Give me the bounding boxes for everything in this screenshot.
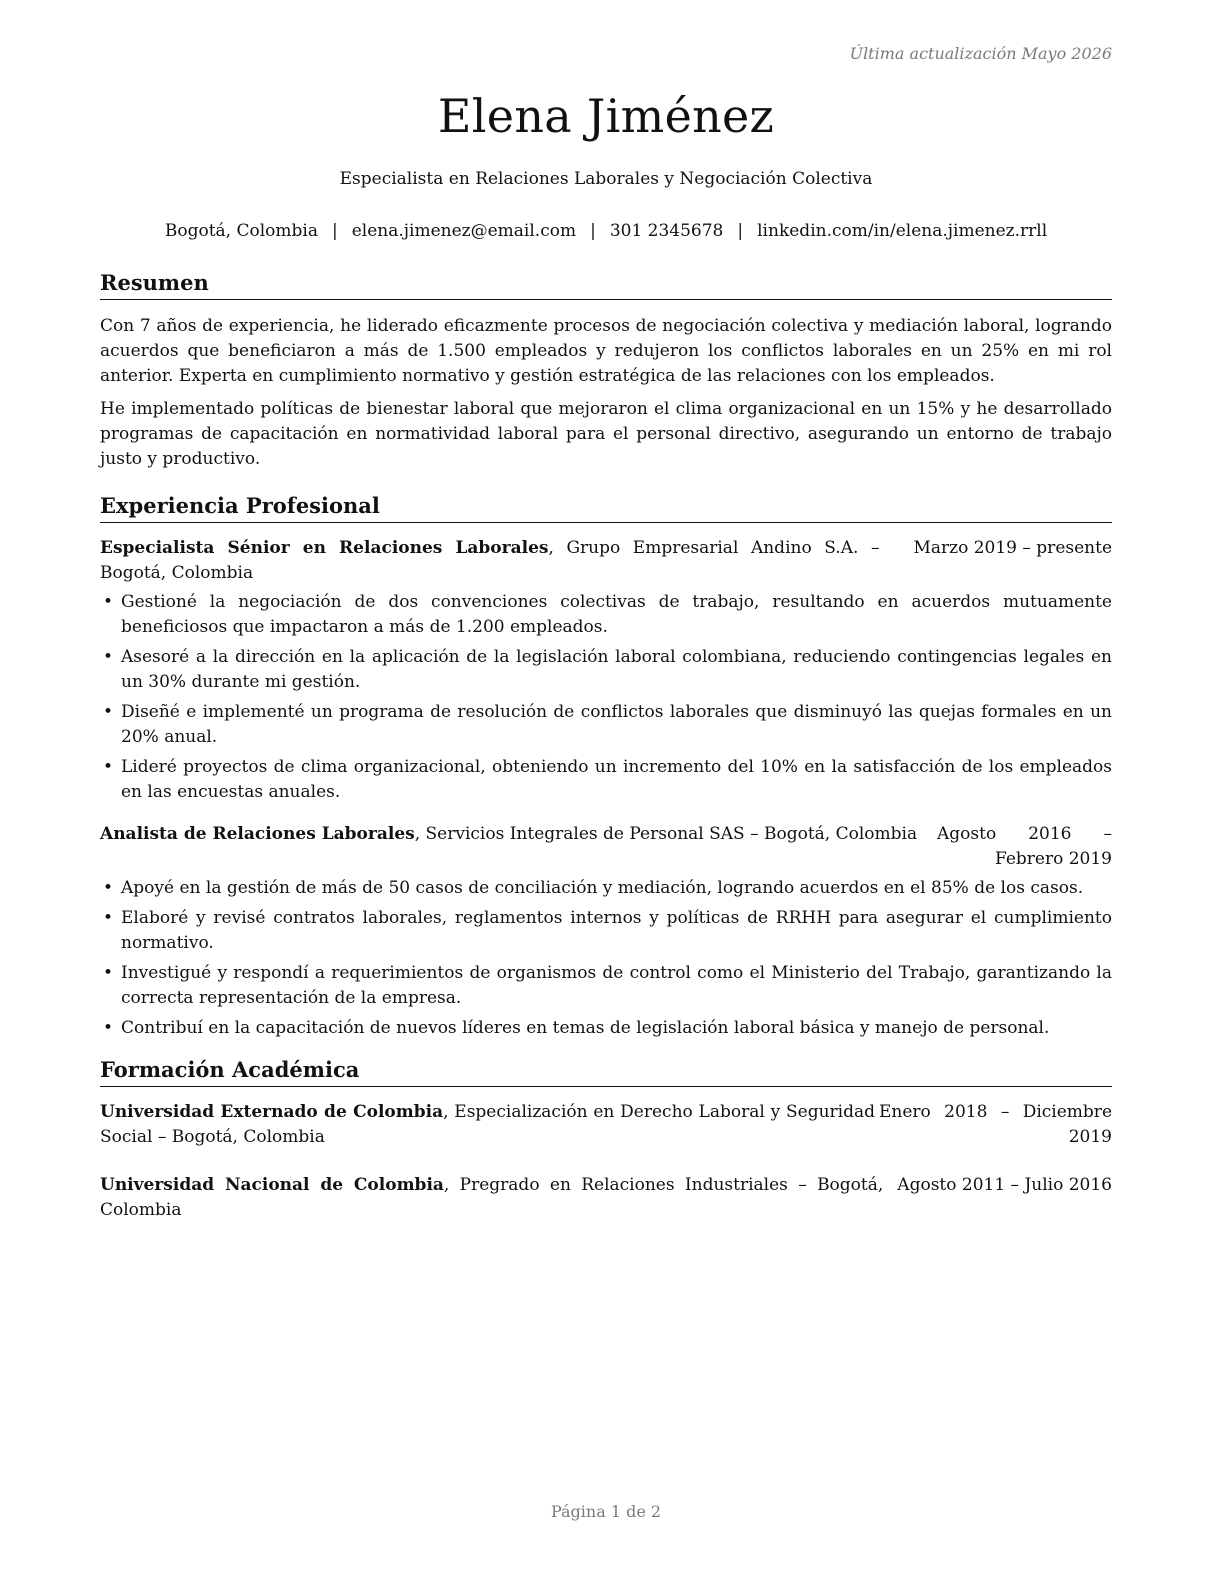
bullet-icon: • — [103, 757, 114, 777]
education-dates: Agosto 2011 – Julio 2016 — [897, 1175, 1112, 1195]
job-header — [100, 822, 1112, 872]
bullet-icon: • — [103, 963, 114, 983]
education-program: , Especialización en Derecho Laboral y Seguridad Social – Bogotá, Colombia — [100, 1102, 875, 1147]
education-school: Universidad Externado de Colombia — [100, 1102, 444, 1122]
job-header — [100, 536, 1112, 586]
education-entry — [100, 1100, 1112, 1150]
job-role: Especialista Sénior en Relaciones Laborales — [100, 538, 549, 558]
contact-separator: | — [331, 221, 338, 241]
job-title-line — [100, 536, 913, 586]
page-title: Elena Jiménez — [437, 89, 775, 143]
contact-phone: 301 2345678 — [609, 221, 724, 241]
contact-separator: | — [737, 221, 744, 241]
bullet-icon: • — [103, 647, 114, 667]
contact-email[interactable]: elena.jimenez@email.com — [351, 221, 577, 241]
education-dates: Enero 2018 – Diciembre 2019 — [879, 1102, 1112, 1147]
bullet-icon: • — [103, 702, 114, 722]
job-dates: Marzo 2019 – presente — [913, 538, 1112, 558]
education-header — [100, 1173, 1112, 1223]
contact-linkedin[interactable]: linkedin.com/in/elena.jimenez.rrll — [757, 221, 1048, 241]
education-school: Universidad Nacional de Colombia — [100, 1175, 444, 1195]
resume-content — [100, 268, 1112, 1223]
list-item — [100, 590, 1112, 640]
job-title-line — [100, 822, 937, 847]
experience-section — [100, 491, 1112, 1041]
list-item — [100, 906, 1112, 956]
bullet-text: Investigué y respondí a requerimientos de organismos de control como el Ministerio del Trabajo, garantizando la correcta representación de la empresa. — [121, 963, 1112, 1008]
job-entry — [100, 822, 1112, 1041]
summary-paragraph: He implementado políticas de bienestar laboral que mejoraron el clima organizacional en un 15% y he desarrollado programas de capacitación en normatividad laboral para el personal directivo, asegurando un entorno de trabajo justo y productivo. — [100, 399, 1112, 469]
bullet-icon: • — [103, 878, 114, 898]
bullet-text: Apoyé en la gestión de más de 50 casos de conciliación y mediación, logrando acuerdos en el 85% de los casos. — [121, 878, 1084, 898]
resume-page — [100, 0, 1112, 1584]
list-item — [100, 700, 1112, 750]
education-header — [100, 1100, 1112, 1150]
list-item — [100, 961, 1112, 1011]
contact-location: Bogotá, Colombia — [164, 221, 318, 241]
bullet-text: Diseñé e implementé un programa de resolución de conflictos laborales que disminuyó las quejas formales en un 20% anual. — [121, 702, 1112, 747]
section-title-education: Formación Académica — [100, 1055, 1112, 1087]
bullet-icon: • — [103, 592, 114, 612]
job-company: , Grupo Empresarial Andino S.A. – Bogotá, Colombia — [100, 538, 880, 583]
bullet-text: Lideré proyectos de clima organizacional, obteniendo un incremento del 10% en la satisfacción de los empleados en las encuestas anuales. — [121, 757, 1112, 802]
job-bullets — [100, 876, 1112, 1041]
job-role: Analista de Relaciones Laborales — [100, 824, 415, 844]
contact-line — [100, 219, 1112, 243]
list-item — [100, 645, 1112, 695]
bullet-icon: • — [103, 908, 114, 928]
bullet-text: Asesoré a la dirección en la aplicación de la legislación laboral colombiana, reduciendo contingencias legales en un 30% durante mi gestión. — [121, 647, 1112, 692]
list-item — [100, 876, 1112, 901]
job-company: , Servicios Integrales de Personal SAS – Bogotá, Colombia — [414, 824, 918, 844]
bullet-text: Elaboré y revisé contratos laborales, reglamentos internos y políticas de RRHH para asegurar el cumplimiento normativo. — [121, 908, 1112, 953]
education-title-line — [100, 1173, 897, 1223]
summary-section — [100, 268, 1112, 472]
section-title-experience: Experiencia Profesional — [100, 491, 1112, 523]
page-number: Página 1 de 2 — [550, 1502, 662, 1521]
job-dates: Agosto 2016 – Febrero 2019 — [937, 824, 1112, 869]
section-title-summary: Resumen — [100, 268, 1112, 300]
job-entry — [100, 536, 1112, 805]
list-item — [100, 755, 1112, 805]
job-bullets — [100, 590, 1112, 805]
bullet-icon: • — [103, 1018, 114, 1038]
job-subtitle: Especialista en Relaciones Laborales y Negociación Colectiva — [339, 169, 873, 189]
education-section — [100, 1055, 1112, 1223]
contact-separator: | — [590, 221, 596, 241]
last-updated: Última actualización Mayo 2026 — [849, 44, 1112, 63]
education-entry — [100, 1173, 1112, 1223]
bullet-text: Gestioné la negociación de dos convenciones colectivas de trabajo, resultando en acuerdos mutuamente beneficiosos que impactaron a más de 1.200 empleados. — [121, 592, 1112, 637]
education-title-line — [100, 1100, 879, 1150]
education-program: , Pregrado en Relaciones Industriales – Bogotá, Colombia — [100, 1175, 884, 1220]
summary-paragraph: Con 7 años de experiencia, he liderado eficazmente procesos de negociación colectiva y mediación laboral, logrando acuerdos que beneficiaron a más de 1.500 empleados y redujeron los conflictos laborales en un 25% en mi rol anterior. Experta en cumplimiento normativo y gestión estratégica de las relaciones con los empleados. — [100, 316, 1112, 386]
bullet-text: Contribuí en la capacitación de nuevos líderes en temas de legislación laboral básica y manejo de personal. — [121, 1018, 1050, 1038]
list-item — [100, 1016, 1112, 1041]
